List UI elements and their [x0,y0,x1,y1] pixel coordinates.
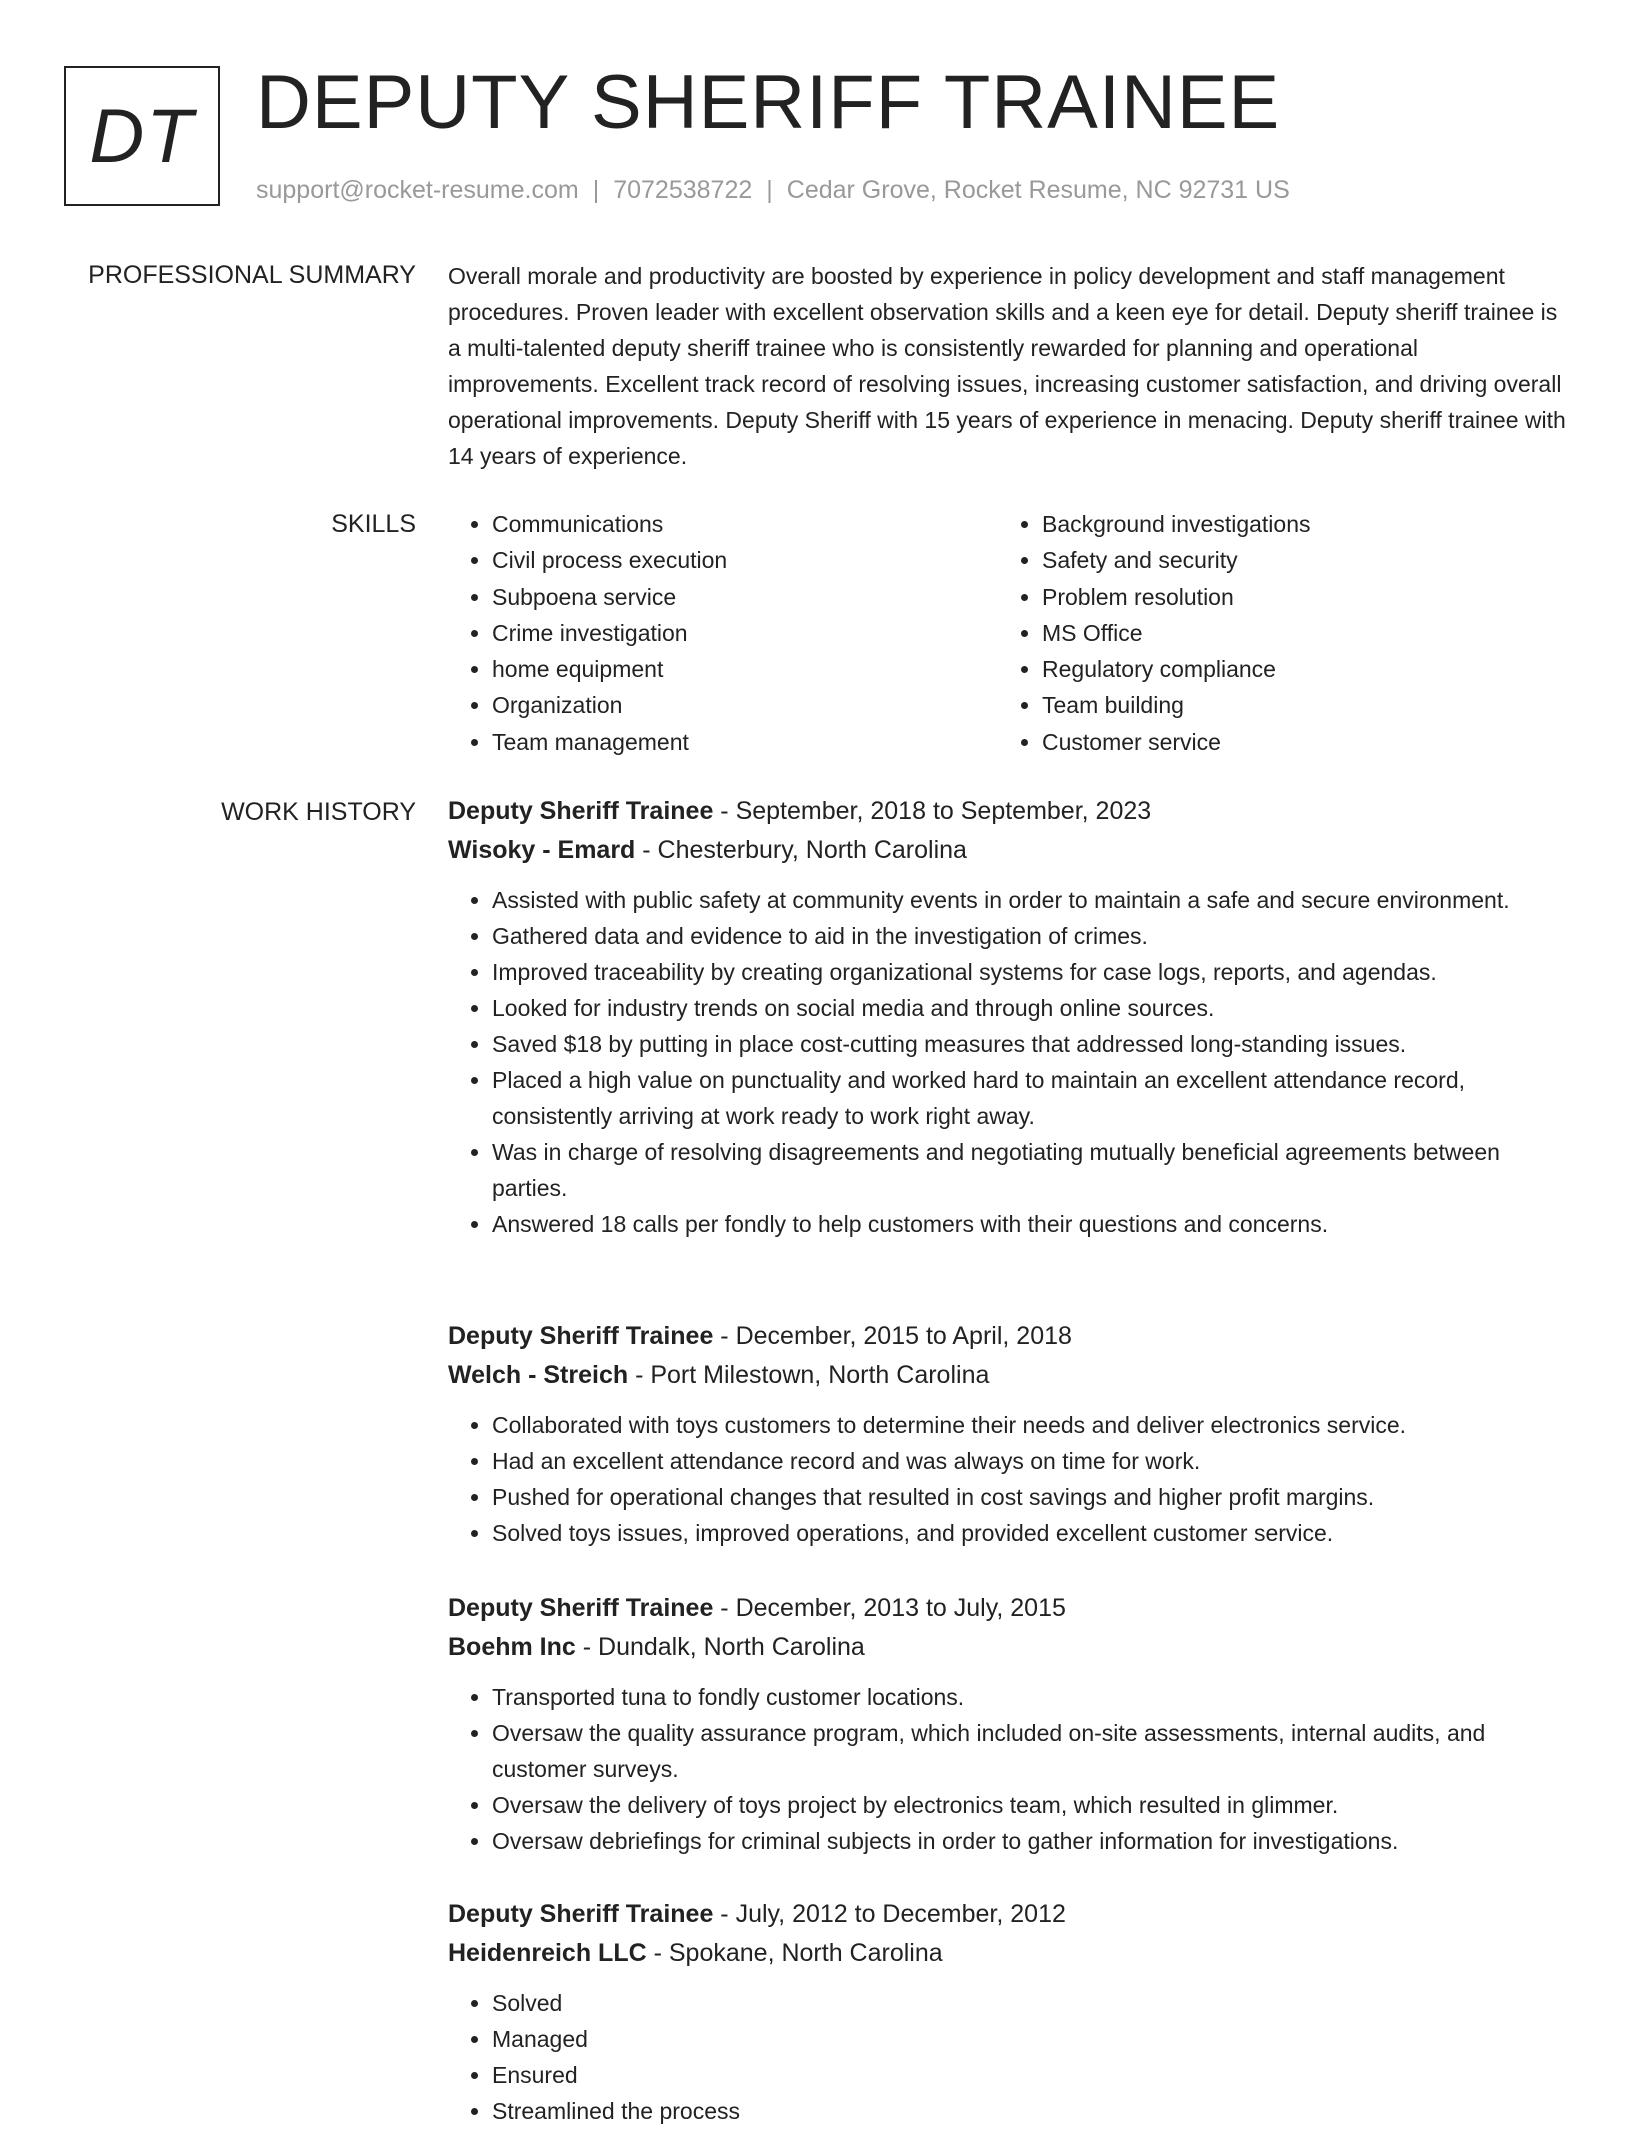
skills-list-left [448,506,727,760]
job-bullet: • Managed [492,2021,1568,2057]
skill-item: • Team management [492,724,727,760]
job-bullet: • Improved traceability by creating organizational systems for case logs, reports, and agendas. [492,954,1568,990]
skill-item: • Civil process execution [492,542,727,578]
contact-separator: | [592,176,600,204]
skill-item: • Safety and security [1042,542,1311,578]
job-bullet: • Pushed for operational changes that resulted in cost savings and higher profit margins. [492,1479,1568,1515]
job-bullet: • Solved toys issues, improved operations, and provided excellent customer service. [492,1515,1568,1551]
job-company: Heidenreich LLC [448,1939,647,1967]
skill-item: • home equipment [492,651,727,687]
job-title-line [448,1895,1568,1934]
job-company: Welch - Streich [448,1361,629,1389]
job-bullets [448,1407,1568,1551]
job-company-line [448,1628,1568,1667]
section-label-work-history: WORK HISTORY [221,798,416,826]
job-title: Deputy Sheriff Trainee [448,1900,714,1928]
job-bullet: • Oversaw debriefings for criminal subjects in order to gather information for investigations. [492,1823,1568,1859]
skill-item: • Problem resolution [1042,579,1311,615]
summary-text: Overall morale and productivity are boosted by experience in policy development and staff management procedures. Proven leader with excellent observation skills and a keen eye for detail. Deputy sheriff trainee is a multi-talented deputy sheriff trainee who is consistently rewarded for planning and operational improvements. Excellent track record of resolving issues, increasing customer satisfaction, and driving overall operational improvements. Deputy Sheriff with 15 years of experience in menacing. Deputy sheriff trainee with 14 years of experience. [448,263,1566,469]
job-title: Deputy Sheriff Trainee [448,1322,714,1350]
section-label-summary: PROFESSIONAL SUMMARY [88,261,416,289]
skill-item: • Communications [492,506,727,542]
job-bullet: • Was in charge of resolving disagreements and negotiating mutually beneficial agreements between parties. [492,1134,1568,1206]
contact-separator: | [766,176,773,204]
resume-title: DEPUTY SHERIFF TRAINEE [256,60,1281,145]
job-dates: - July, 2012 to December, 2012 [713,1900,1066,1928]
job-dates: - December, 2013 to July, 2015 [713,1594,1066,1622]
skill-item: • Subpoena service [492,579,727,615]
job-bullet: • Answered 18 calls per fondly to help customers with their questions and concerns. [492,1206,1568,1242]
contact-address: Cedar Grove, Rocket Resume, NC 92731 US [786,176,1290,204]
job-title-line [448,1317,1568,1356]
job-bullet: • Transported tuna to fondly customer locations. [492,1679,1568,1715]
contact-email[interactable]: support@rocket-resume.com [256,176,579,204]
job-entry [448,1895,1568,2129]
job-bullet: • Oversaw the quality assurance program, which included on-site assessments, internal audits, and customer surveys. [492,1715,1568,1787]
job-bullet: • Solved [492,1985,1568,2021]
job-entry [448,1317,1568,1551]
job-company-line [448,1934,1568,1973]
job-title: Deputy Sheriff Trainee [448,1594,714,1622]
job-bullets [448,1679,1568,1859]
job-title-line [448,792,1568,831]
job-bullet: • Assisted with public safety at community events in order to maintain a safe and secure environment. [492,882,1568,918]
job-location: - Chesterbury, North Carolina [635,836,967,864]
job-bullet: • Collaborated with toys customers to determine their needs and deliver electronics service. [492,1407,1568,1443]
job-bullet: • Saved $18 by putting in place cost-cutting measures that addressed long-standing issues. [492,1026,1568,1062]
job-bullet: • Had an excellent attendance record and was always on time for work. [492,1443,1568,1479]
job-bullet: • Placed a high value on punctuality and worked hard to maintain an excellent attendance record, consistently arriving at work ready to work right away. [492,1062,1568,1134]
skills-list-right [998,506,1311,760]
job-bullet: • Looked for industry trends on social media and through online sources. [492,990,1568,1026]
job-company: Wisoky - Emard [448,836,636,864]
job-company: Boehm Inc [448,1633,576,1661]
skill-item: • Regulatory compliance [1042,651,1311,687]
job-company-line [448,831,1568,870]
job-bullets [448,1985,1568,2129]
job-bullet: • Streamlined the process [492,2093,1568,2129]
skill-item: • Crime investigation [492,615,727,651]
job-location: - Dundalk, North Carolina [575,1633,865,1661]
skill-item: • Team building [1042,687,1311,723]
job-bullet: • Gathered data and evidence to aid in the investigation of crimes. [492,918,1568,954]
job-bullet: • Oversaw the delivery of toys project by electronics team, which resulted in glimmer. [492,1787,1568,1823]
skill-item: • MS Office [1042,615,1311,651]
skill-item: • Customer service [1042,724,1311,760]
job-bullets [448,882,1568,1242]
contact-line [256,174,1290,206]
skill-item: • Organization [492,687,727,723]
job-location: - Spokane, North Carolina [646,1939,943,1967]
job-dates: - December, 2015 to April, 2018 [713,1322,1072,1350]
skill-item: • Background investigations [1042,506,1311,542]
job-title-line [448,1589,1568,1628]
job-entry [448,1589,1568,1859]
section-label-skills: SKILLS [331,510,416,538]
monogram: DT [64,66,220,206]
job-entry [448,792,1568,1242]
contact-phone[interactable]: 7072538722 [613,176,753,204]
job-bullet: • Ensured [492,2057,1568,2093]
job-location: - Port Milestown, North Carolina [628,1361,990,1389]
job-company-line [448,1356,1568,1395]
job-dates: - September, 2018 to September, 2023 [713,797,1152,825]
job-title: Deputy Sheriff Trainee [448,797,714,825]
